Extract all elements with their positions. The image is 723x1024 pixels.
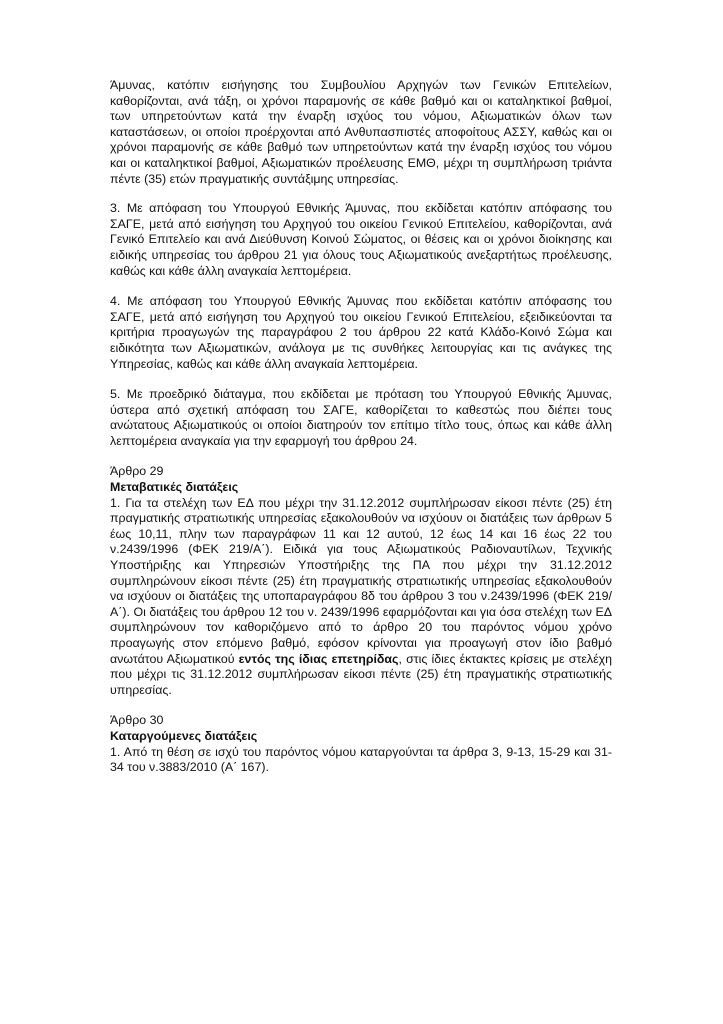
article-29-bold-phrase: εντός της ίδιας επετηρίδας [238, 651, 399, 666]
article-30-paragraph-1: 1. Από τη θέση σε ισχύ του παρόντος νόμου καταργούνται τα άρθρα 3, 9-13, 15-29 και 31-34 του ν.3883/2010 (Α΄ 167). [110, 744, 612, 775]
paragraph-continuation: Άμυνας, κατόπιν εισήγησης του Συμβουλίου Αρχηγών των Γενικών Επιτελείων, καθορίζονται, ανά τάξη, οι χρόνοι παραμονής σε κάθε βαθμό και οι καταληκτικοί βαθμοί, των υπηρετούντων κατά την έναρξη ισχύος του νόμου, Αξιωματικών όλων των καταστάσεων, οι οποίοι προέρχονται από Ανθυπασπιστές αποφοίτους ΑΣΣΥ, καθώς και οι χρόνοι παραμονής σε κάθε βαθμό των υπηρετούντων κατά την έναρξη ισχύος του νόμου και οι καταληκτικοί βαθμοί, Αξιωματικών προέλευσης ΕΜΘ, μέχρι τη συμπλήρωση τριάντα πέντε (35) ετών πραγματικής συντάξιμης υπηρεσίας. [110, 78, 612, 186]
article-29-title: Μεταβατικές διατάξεις [110, 480, 239, 495]
paragraph-4: 4. Με απόφαση του Υπουργού Εθνικής Άμυνας που εκδίδεται κατόπιν απόφασης του ΣΑΓΕ, μετά από εισήγηση του Αρχηγού του οικείου Γενικού Επιτελείου, εξειδικεύονται τα κριτήρια προαγωγών της παραγράφου 2 του άρθρου 22 κατά Κλάδο-Κοινό Σώμα και ειδικότητα των Αξιωματικών, ανάλογα με τις συνθήκες λειτουργίας και τις ανάγκες της Υπηρεσίας, καθώς και κάθε άλλη αναγκαία λεπτομέρεια. [110, 294, 612, 371]
article-29-paragraph-1 [110, 496, 612, 699]
article-29-text-start: 1. Για τα στελέχη των ΕΔ που μέχρι την 31.12.2012 συμπλήρωσαν είκοσι πέντε (25) έτη πραγματικής στρατιωτικής υπηρεσίας εξακολουθούν να ισχύουν οι διατάξεις των άρθρων 5 έως 10,11, πλην των παραγράφων 11 και 12 αυτού, 12 έως 14 και 16 έως 22 του ν.2439/1996 (ΦΕΚ 219/Α΄). Ειδικά για τους Αξιωματικούς Ραδιοναυτίλων, Τεχνικής Υποστήριξης και Υπηρεσιών Υποστήριξης της ΠΑ που μέχρι την 31.12.2012 συμπληρώνουν είκοσι πέντε (25) έτη πραγματικής στρατιωτικής υπηρεσίας εξακολουθούν να ισχύουν οι διατάξεις της υποπαραγράφου 8δ του άρθρου 3 του ν.2439/1996 (ΦΕΚ 219/ Α΄). Οι διατάξεις του άρθρου 12 του ν. 2439/1996 εφαρμόζονται και για όσα στελέχη των ΕΔ συμπληρώνουν τον καθοριζόμενο από το άρθρο 20 του παρόντος νόμου χρόνο προαγωγής στον επόμενο βαθμό, εφόσον κρίνονται για προαγωγή στον ίδιο βαθμό ανωτάτου Αξιωματικού [110, 495, 612, 666]
article-30-title: Καταργούμενες διατάξεις [110, 728, 258, 743]
document-page [110, 78, 612, 791]
article-29-text-end: , στις ίδιες έκτακτες κρίσεις με στελέχη που μέχρι τις 31.12.2012 συμπλήρωσαν είκοσι πέντε (25) έτη πραγματικής στρατιωτικής υπηρεσίας. [110, 651, 612, 697]
paragraph-5: 5. Με προεδρικό διάταγμα, που εκδίδεται με πρόταση του Υπουργού Εθνικής Άμυνας, ύστερα από σχετική απόφαση του ΣΑΓΕ, καθορίζεται το καθεστώς που διέπει τους ανώτατους Αξιωματικούς οι οποίοι διατηρούν τον επίτιμο τίτλο τους, όπως και κάθε άλλη λεπτομέρεια αναγκαία για την εφαρμογή του άρθρου 24. [110, 387, 612, 448]
paragraph-3: 3. Με απόφαση του Υπουργού Εθνικής Άμυνας, που εκδίδεται κατόπιν απόφασης του ΣΑΓΕ, μετά από εισήγηση του Αρχηγού του οικείου Γενικού Επιτελείου, καθορίζονται, ανά Γενικό Επιτελείο και ανά Διεύθυνση Κοινού Σώματος, οι θέσεις και οι χρόνοι διοίκησης και ειδικής υπηρεσίας του άρθρου 21 για όλους τους Αξιωματικούς ανεξαρτήτως προέλευσης, καθώς και κάθε άλλη αναγκαία λεπτομέρεια. [110, 201, 612, 278]
article-30-label: Άρθρο 30 [110, 713, 164, 728]
article-29-label: Άρθρο 29 [110, 464, 164, 479]
